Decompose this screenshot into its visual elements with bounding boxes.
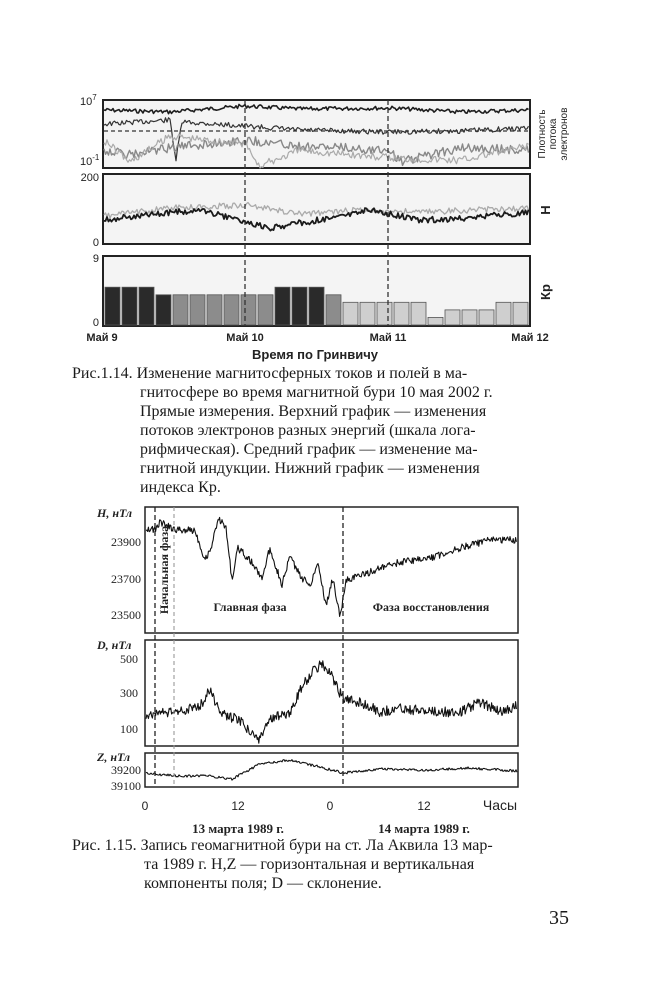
kp-right-label: Кр [538, 284, 553, 300]
caption2-line: Рис. 1.15. Запись геомагнитной бури на ст. Ла Аквила 13 мар- [72, 837, 493, 854]
h-panel-frame [145, 507, 518, 633]
h-tick-23500: 23500 [111, 608, 141, 622]
kp-bar [428, 317, 443, 325]
caption1-line: рифмическая). Средний график — изменение ма- [140, 441, 478, 458]
kp-bar [360, 302, 375, 325]
flux-y-top: $10^7$ [80, 93, 97, 108]
phase-main-label: Главная фаза [213, 600, 287, 614]
kp-y-top: 9 [92, 253, 99, 265]
caption2-line: компоненты поля; D — склонение. [144, 875, 382, 892]
kp-bar [445, 310, 460, 325]
h-tick-23900: 23900 [111, 535, 141, 549]
fig1-x-tick-4: Май 12 [511, 332, 549, 344]
figure-1-14-caption [72, 364, 506, 497]
fig2-x-tick-1: 0 [141, 799, 149, 813]
kp-bar [156, 295, 171, 325]
z-label: Z, нТл [97, 750, 131, 764]
kp-bar [241, 295, 256, 325]
flux-right-label-3: электронов [559, 107, 570, 161]
d-label: D, нТл [97, 638, 132, 652]
phase-initial-label: Начальная фаза [157, 525, 171, 615]
caption1-line: Рис.1.14. Изменение магнитосферных токов и полей в ма- [72, 365, 468, 382]
kp-bar [496, 302, 511, 325]
fig1-x-tick-1: Май 9 [86, 332, 118, 344]
page-number: 35 [549, 907, 569, 929]
kp-y-bottom: 0 [92, 317, 99, 329]
kp-bar [207, 295, 222, 325]
kp-bar [479, 310, 494, 325]
figure-1-15-caption [72, 836, 506, 893]
flux-right-label-1: Плотность [537, 109, 548, 159]
h-label: H, нТл [97, 506, 133, 520]
kp-bar [122, 287, 137, 325]
kp-bar [224, 295, 239, 325]
kp-bar [394, 302, 409, 325]
fig1-x-tick-2: Май 10 [226, 332, 264, 344]
kp-bar [326, 295, 341, 325]
z-tick-39200: 39200 [111, 763, 141, 777]
d-tick-100: 100 [120, 722, 138, 736]
date-14-march: 14 марта 1989 г. [378, 821, 470, 836]
caption1-line: гнитной индукции. Нижний график — изменения [140, 460, 480, 477]
kp-bar [173, 295, 188, 325]
fig2-x-unit: Часы [482, 797, 518, 813]
h-tick-23700: 23700 [111, 572, 141, 586]
kp-bar [292, 287, 307, 325]
kp-bar [343, 302, 358, 325]
figure-1-15 [96, 506, 518, 836]
kp-bar [309, 287, 324, 325]
kp-bar [275, 287, 290, 325]
date-13-march: 13 марта 1989 г. [192, 821, 284, 836]
kp-bar [411, 302, 426, 325]
phase-recovery-label: Фаза восстановления [372, 600, 490, 614]
kp-bar [105, 287, 120, 325]
d-panel-frame [145, 640, 518, 746]
kp-bar [377, 302, 392, 325]
flux-y-bottom: $10^{-1}$ [80, 153, 100, 168]
field-panel-frame [103, 174, 530, 244]
fig2-x-tick-4: 12 [417, 799, 431, 813]
caption2-line: та 1989 г. H,Z — горизонтальная и вертикальная [144, 856, 475, 873]
caption1-line: индекса Кр. [140, 479, 221, 496]
d-tick-300: 300 [120, 686, 138, 700]
z-tick-39100: 39100 [111, 779, 141, 793]
kp-bar [139, 287, 154, 325]
kp-bar [258, 295, 273, 325]
flux-right-label-2: потока [548, 118, 559, 150]
caption1-line: гнитосфере во время магнитной бури 10 мая 2002 г. [140, 384, 493, 401]
figure-1-14 [80, 93, 570, 362]
field-y-top: 200 [80, 172, 99, 184]
kp-bar [513, 302, 528, 325]
fig2-x-tick-3: 0 [326, 799, 334, 813]
fig2-x-tick-2: 12 [231, 799, 245, 813]
caption1-line: потоков электронов разных энергий (шкала лога- [140, 422, 476, 439]
caption1-line: Прямые измерения. Верхний график — изменения [140, 403, 487, 420]
kp-bar [462, 310, 477, 325]
fig1-x-title: Время по Гринвичу [251, 347, 379, 362]
field-right-label: H [538, 205, 553, 215]
d-tick-500: 500 [120, 652, 138, 666]
kp-bar [190, 295, 205, 325]
fig1-x-tick-3: Май 11 [369, 332, 407, 344]
field-y-bottom: 0 [92, 237, 99, 249]
